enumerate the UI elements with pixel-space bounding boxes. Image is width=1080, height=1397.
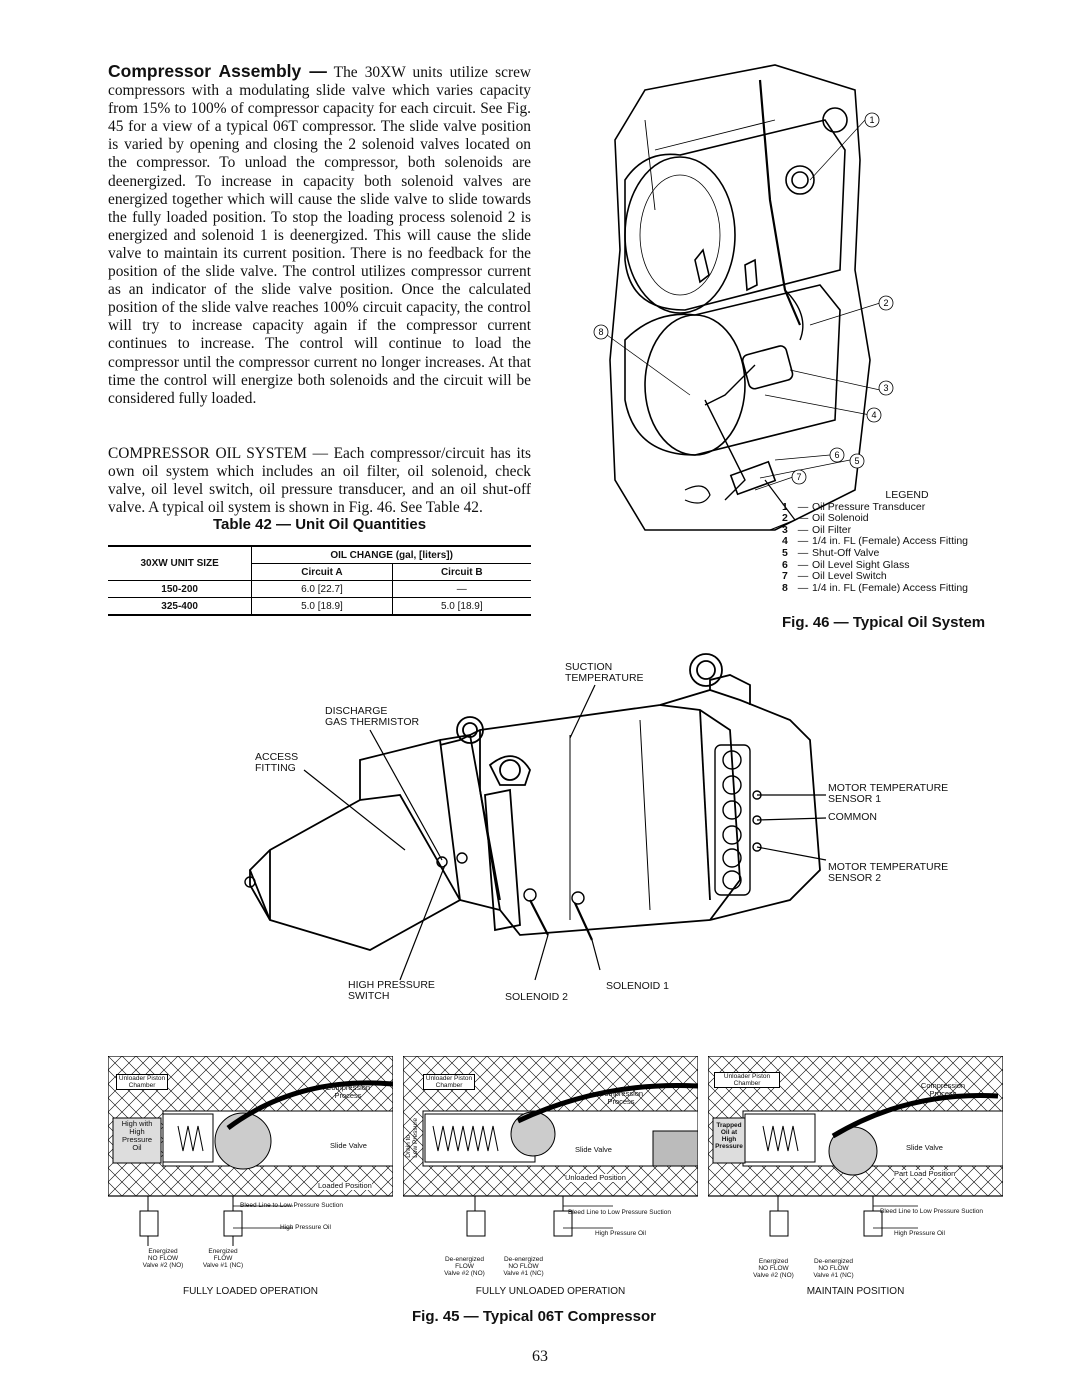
callout-5: 5 [854, 456, 860, 466]
legend-item: 7 — Oil Level Switch [782, 570, 887, 583]
hp-oil-label: High Pressure Oil [894, 1230, 945, 1237]
label-access-fitting: ACCESS FITTING [255, 751, 299, 774]
table-row: 325-400 5.0 [18.9] 5.0 [18.9] [108, 598, 531, 616]
position-label: Part Load Position [894, 1169, 956, 1178]
slide-valve-label: Slide Valve [575, 1145, 612, 1154]
label-solenoid-2: SOLENOID 2 [505, 991, 569, 1003]
label-suction-temperature: SUCTION TEMPERATURE [565, 661, 644, 684]
label-motor-sensor-2: MOTOR TEMPERATURE SENSOR 2 [828, 861, 949, 884]
oil-system-paragraph: COMPRESSOR OIL SYSTEM — Each compressor/circuit has its own oil system which includes an oil filter, oil solenoid, check valve, oil level switch, oil pressure transducer, and an oil shut-off valve. A typical oil system is shown in Fig. 46. See Table 42. [108, 445, 531, 517]
oil-note: High with High Pressure Oil [121, 1119, 153, 1152]
intro-paragraph [108, 62, 531, 408]
legend-title: LEGEND [885, 489, 929, 501]
fig46-legend [782, 490, 1022, 594]
legend-item: 8 — 1/4 in. FL (Female) Access Fitting [782, 581, 968, 594]
chamber-label: Unloader Piston Chamber [116, 1074, 168, 1090]
legend-item: 2 — Oil Solenoid [782, 512, 869, 525]
bleed-label: Bleed Line to Low Pressure Suction [568, 1209, 671, 1216]
callout-3: 3 [883, 383, 889, 393]
process-label: Compression Process [325, 1083, 371, 1100]
col-circuit-b: Circuit B [392, 564, 531, 581]
legend-item: 1 — Oil Pressure Transducer [782, 500, 926, 513]
valve-1-status: De-energized NO FLOW Valve #1 (NC) [813, 1258, 854, 1279]
trapped-oil-note: Trapped Oil at High Pressure [715, 1122, 743, 1150]
label-high-pressure-switch: HIGH PRESSURE SWITCH [348, 979, 435, 1002]
callout-6: 6 [834, 450, 840, 460]
legend-item: 3 — Oil Filter [782, 523, 852, 536]
callout-4: 4 [871, 410, 877, 420]
intro-text: The 30XW units utilize screw compressors with a modulating slide valve which varies capacity from 15% to 100% of compressor capacity for each circuit. See Fig. 45 for a view of a typical 06T compressor. The slide valve position is varied by opening and closing the 2 solenoid valves located on the compressor. To unload the compressor, both solenoids are deenergized. To increase in capacity both solenoid valves are energized together which will cause the slide valve to slide towards the fully loaded position. To stop the loading process solenoid 2 is energized and solenoid 1 is deenergized. This will cause the slide valve to maintain its current position. There is no feedback for the position of the slide valve. The control utilizes compressor current as an indicator of the slide valve position. Once the calculated position of the slide valve reaches 100% circuit capacity, the control will try to increase capacity again if the compressor current continues to increase. The control will continue to load the compressor until the compressor current no longer increases. At that time the control will energize both solenoids and the circuit will be considered fully loaded. [108, 64, 532, 407]
chamber-label: Unloader Piston Chamber [714, 1072, 780, 1088]
chamber-label: Unloader Piston Chamber [423, 1074, 475, 1090]
callout-2: 2 [883, 298, 889, 308]
panel-title: FULLY LOADED OPERATION [182, 1286, 319, 1297]
slide-valve-label: Slide Valve [330, 1141, 367, 1150]
valve-2-status: Energized NO FLOW Valve #2 (NO) [753, 1258, 794, 1279]
operation-panel-loaded [108, 1056, 393, 1302]
valve-2-status: Energized NO FLOW Valve #2 (NO) [142, 1248, 184, 1269]
callout-7: 7 [796, 472, 802, 482]
col-circuit-a: Circuit A [252, 564, 392, 581]
bleed-label: Bleed Line to Low Pressure Suction [240, 1202, 343, 1209]
table-row: 150-200 6.0 [22.7] — [108, 581, 531, 598]
fig45-caption: Fig. 45 — Typical 06T Compressor [412, 1308, 656, 1325]
position-label: Loaded Position [318, 1181, 372, 1190]
legend-item: 4 — 1/4 in. FL (Female) Access Fitting [782, 535, 968, 548]
legend-item: 6 — Oil Level Sight Glass [782, 558, 910, 571]
oil-system-drawing [585, 60, 895, 540]
section-heading: Compressor Assembly — [108, 61, 327, 81]
label-discharge-thermistor: DISCHARGE GAS THERMISTOR [325, 705, 420, 728]
valve-2-status: De-energized FLOW Valve #2 (NO) [444, 1256, 485, 1277]
valve-1-status: Energized FLOW Valve #1 (NC) [202, 1248, 244, 1269]
panel-title: FULLY UNLOADED OPERATION [475, 1286, 626, 1297]
callout-1: 1 [869, 115, 875, 125]
legend-item: 5 — Shut-Off Valve [782, 546, 880, 559]
process-label: Compression Process [920, 1081, 966, 1098]
panel-title: MAINTAIN POSITION [806, 1286, 905, 1297]
drain-note: Drain to Low Pressure [405, 1118, 419, 1158]
oil-quantities-table [108, 545, 531, 616]
valve-1-status: De-energized NO FLOW Valve #1 (NC) [503, 1256, 544, 1277]
hp-oil-label: High Pressure Oil [280, 1224, 331, 1231]
process-label: Compression Process [598, 1089, 644, 1106]
operation-panel-maintain [708, 1056, 1003, 1302]
fig46-caption: Fig. 46 — Typical Oil System [782, 614, 986, 631]
table-title: Table 42 — Unit Oil Quantities [212, 516, 427, 533]
col-oil-change: OIL CHANGE (gal, [liters]) [252, 546, 531, 564]
page-number: 63 [532, 1348, 548, 1365]
hp-oil-label: High Pressure Oil [595, 1230, 646, 1237]
slide-valve-label: Slide Valve [906, 1143, 943, 1152]
callout-8: 8 [598, 327, 604, 337]
operation-panel-unloaded [403, 1056, 698, 1302]
label-solenoid-1: SOLENOID 1 [606, 980, 670, 992]
bleed-label: Bleed Line to Low Pressure Suction [880, 1208, 983, 1215]
col-unit-size: 30XW UNIT SIZE [108, 546, 252, 581]
position-label: Unloaded Position [565, 1173, 626, 1182]
compressor-drawing [230, 650, 830, 990]
label-common: COMMON [828, 811, 877, 823]
label-motor-sensor-1: MOTOR TEMPERATURE SENSOR 1 [828, 782, 949, 805]
